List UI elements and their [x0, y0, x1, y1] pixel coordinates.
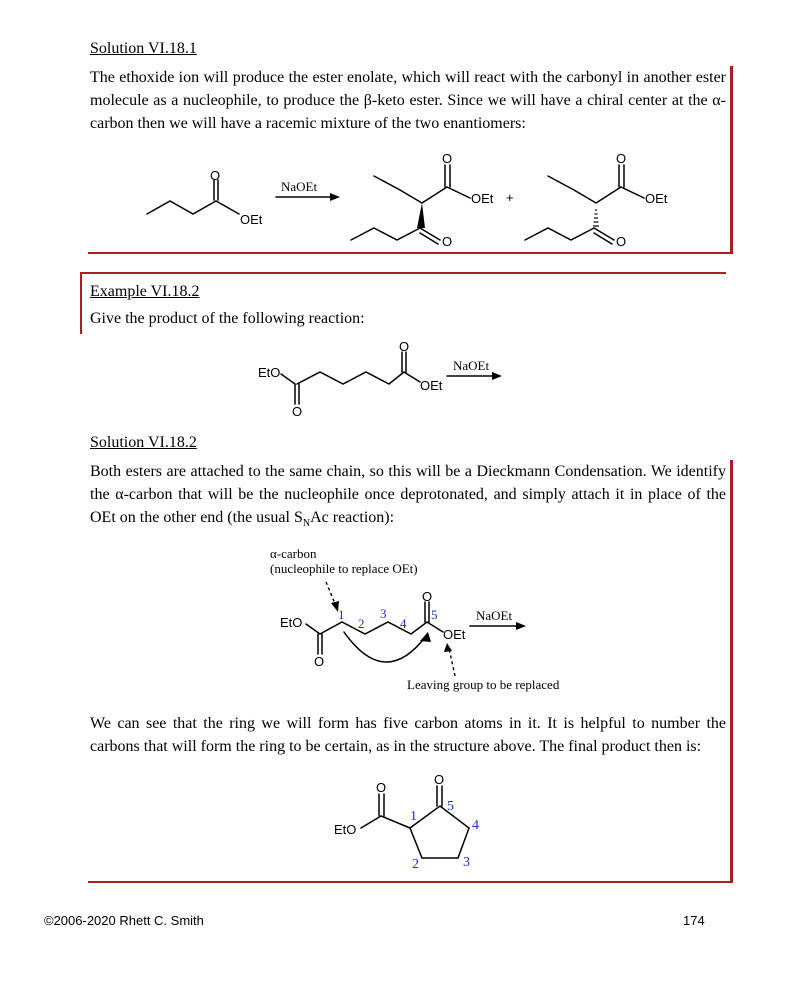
solution-2-scheme — [0, 540, 799, 700]
ring-number-3: 3 — [463, 855, 470, 870]
left-carbonyl-o: O — [314, 654, 325, 669]
carbon-number-5: 5 — [431, 607, 438, 622]
carbon-number-3: 3 — [380, 606, 387, 621]
oet-label: OEt — [420, 378, 443, 393]
carbon-number-2: 2 — [358, 616, 365, 631]
alpha-carbon-label: α-carbon — [270, 546, 317, 561]
solution-1-heading: Solution VI.18.1 — [90, 40, 197, 57]
oet-label: OEt — [443, 627, 466, 642]
ring-number-5: 5 — [447, 799, 454, 814]
example-2-left-bar — [80, 272, 82, 334]
product-structure — [0, 770, 799, 880]
product-2-oet-label: OEt — [645, 191, 668, 206]
example-2-text: Give the product of the following reaction: — [90, 310, 365, 327]
ring-number-1: 1 — [410, 809, 417, 824]
example-2-heading: Example VI.18.2 — [90, 283, 200, 300]
reagent-label: NaOEt — [476, 608, 513, 623]
eto-label: EtO — [258, 365, 281, 380]
right-carbonyl-o: O — [422, 589, 433, 604]
solution-2-text: Both esters are attached to the same chain, so this will be a Dieckmann Condensation. We identify the α-carbon that will be the nucleophile once deprotonated, and simply attach it in place of the OEt on the other end (the usual $S_NAc$ reaction): — [90, 463, 726, 530]
product-1-oet-label: OEt — [471, 191, 494, 206]
product-1-o-label: O — [442, 151, 453, 166]
reagent-label: NaOEt — [453, 358, 490, 373]
reactant-oet-label: OEt — [240, 212, 263, 227]
solution-1-scheme — [0, 140, 799, 260]
product-2-o-label: O — [616, 151, 627, 166]
ketone-o-label: O — [434, 772, 445, 787]
solution-2-heading: Solution VI.18.2 — [90, 434, 197, 451]
product-1-ketone-o: O — [442, 234, 453, 249]
example-2-scheme — [0, 340, 799, 420]
eto-label: EtO — [280, 615, 303, 630]
right-carbonyl-o: O — [399, 339, 410, 354]
example-2-top-bar — [80, 272, 726, 274]
ester-o-label: O — [376, 780, 387, 795]
carbon-number-1: 1 — [338, 607, 345, 622]
reactant-o-label: O — [210, 168, 221, 183]
page-number: 174 — [683, 913, 705, 928]
carbon-number-4: 4 — [400, 616, 407, 631]
ring-number-2: 2 — [412, 857, 419, 872]
solution-1-right-bar — [730, 66, 733, 254]
alpha-carbon-sublabel: (nucleophile to replace OEt) — [270, 561, 418, 576]
ring-number-4: 4 — [472, 818, 479, 833]
reagent-label: NaOEt — [281, 179, 318, 194]
plus-sign: + — [506, 190, 514, 205]
left-carbonyl-o: O — [292, 404, 303, 419]
solution-1-text: The ethoxide ion will produce the ester enolate, which will react with the carbonyl in another ester molecule as a nucleophile, to produce the β-keto ester. Since we will have a chiral center at the α-carbon then we will have a racemic mixture of the two enantiomers: — [90, 69, 726, 132]
solution-1-bottom-bar — [88, 252, 733, 254]
product-2-ketone-o: O — [616, 234, 627, 249]
footer-copyright: ©2006-2020 Rhett C. Smith — [44, 913, 204, 928]
solution-2-text-2: We can see that the ring we will form has five carbon atoms in it. It is helpful to number the carbons that will form the ring to be certain, as in the structure above. The final product then is: — [90, 715, 726, 755]
solution-2-bottom-bar — [88, 881, 733, 883]
leaving-group-label: Leaving group to be replaced — [407, 677, 560, 692]
eto-label: EtO — [334, 822, 357, 837]
solution-2-right-bar — [730, 460, 733, 883]
